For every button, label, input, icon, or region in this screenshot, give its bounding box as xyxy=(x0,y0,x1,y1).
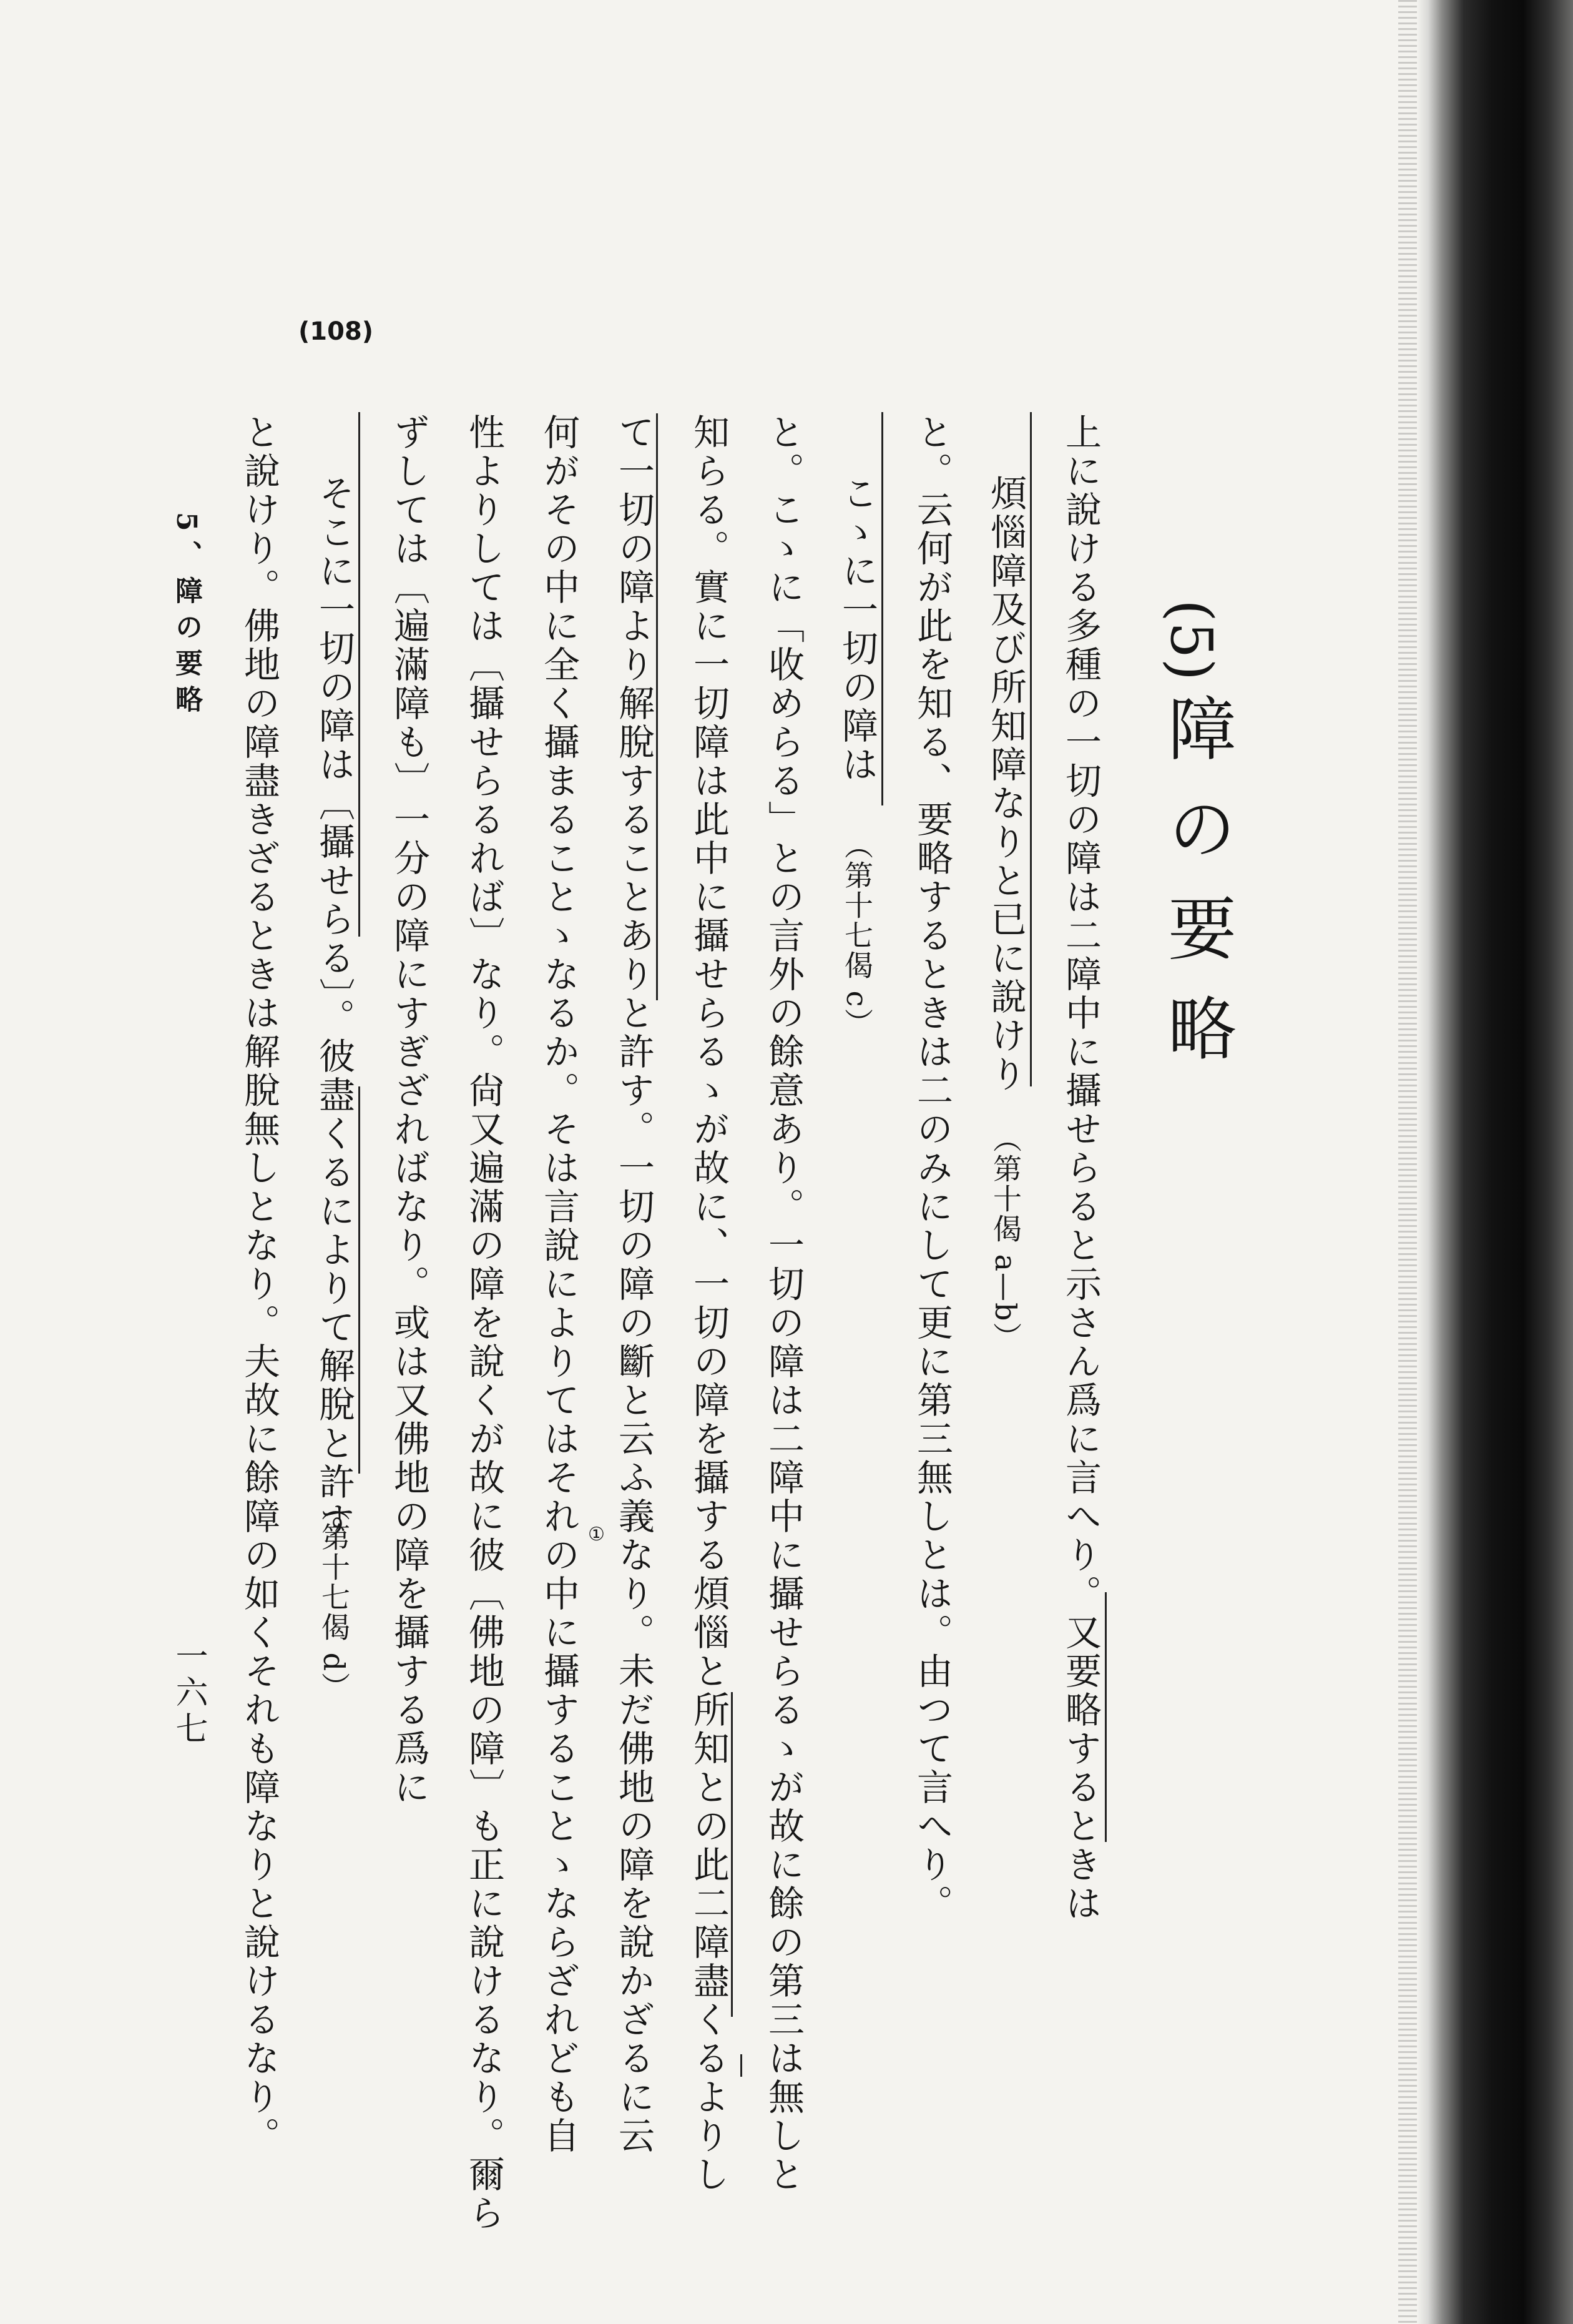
scan-binding-shadow xyxy=(1417,0,1573,2324)
text-line-5: と。こゝに「收めらる」との言外の餘意あり。一切の障は二障中に攝せらるゝが故に餘の第三は無しと xyxy=(762,413,805,2194)
text-line-3: と。云何が此を知る、要略するときは二のみにして更に第三無しとは。由つて言へり。 xyxy=(911,413,953,1923)
verse-rule-5a xyxy=(358,1086,360,1474)
verse-rule-1a xyxy=(1105,1592,1107,1842)
verse-rule-1b xyxy=(1030,412,1032,1086)
section-title: 障の要略 xyxy=(1157,693,1237,1093)
page-number: 一六七 xyxy=(170,1639,207,1748)
tick-mark xyxy=(740,2054,742,2077)
verse-rule-4 xyxy=(656,413,658,1000)
verse-rule-2 xyxy=(881,412,883,805)
text-line-10: ずしては〔遍滿障も〕一分の障にすぎざればなり。或は又佛地の障を攝する爲に xyxy=(388,413,430,1807)
verse-ref-1: （第十偈 a—b） xyxy=(989,1124,1022,1352)
quoted-verse-2: こゝに一切の障は xyxy=(836,475,878,784)
footnote-marker: ① xyxy=(586,1524,607,1545)
verse-ref-2: （第十七偈 c） xyxy=(840,830,874,1038)
text-line-6: 知らる。實に一切障は此中に攝せらるゝが故に、一切の障を攝する煩惱と所知との此二障盡くるよりし xyxy=(687,413,730,2194)
section-number: (5) xyxy=(1158,599,1225,681)
scan-binding-edge xyxy=(1398,0,1417,2324)
text-line-7: て一切の障より解脫することありと許す。一切の障の斷と云ふ義なり。未だ佛地の障を說かざるに云 xyxy=(612,413,655,2155)
text-line-8: 何がその中に全く攝まることゝなるか。そは言說によりてはそれの中に攝することゝならざれども自 xyxy=(537,413,580,2155)
text-line-12: と說けり。佛地の障盡きざるときは解脫無しとなり。夫故に餘障の如くそれも障なりと說けるなり。 xyxy=(238,413,280,2155)
text-line-9: 性よりしては〔攝せらるれば〕なり。尙又遍滿の障を說くが故に彼〔佛地の障〕も正に說けるなり。爾ら xyxy=(463,413,505,2233)
verse-ref-3: （第十七偈 d） xyxy=(317,1492,351,1703)
page-label: (108) xyxy=(298,317,374,346)
text-line-1: 上に說ける多種の一切の障は二障中に攝せらると示さん爲に言へり。又要略するときは xyxy=(1059,413,1102,1923)
verse-rule-5b xyxy=(358,412,360,937)
quoted-verse-1: 煩惱障及び所知障なりと已に說けり xyxy=(984,475,1027,1094)
running-head: 5、障の要略 xyxy=(170,512,202,721)
quoted-verse-3: そこに一切の障は〔攝せらる〕。彼盡くるによりて解脫と許す xyxy=(313,475,355,1540)
verse-rule-3 xyxy=(731,1692,733,2017)
